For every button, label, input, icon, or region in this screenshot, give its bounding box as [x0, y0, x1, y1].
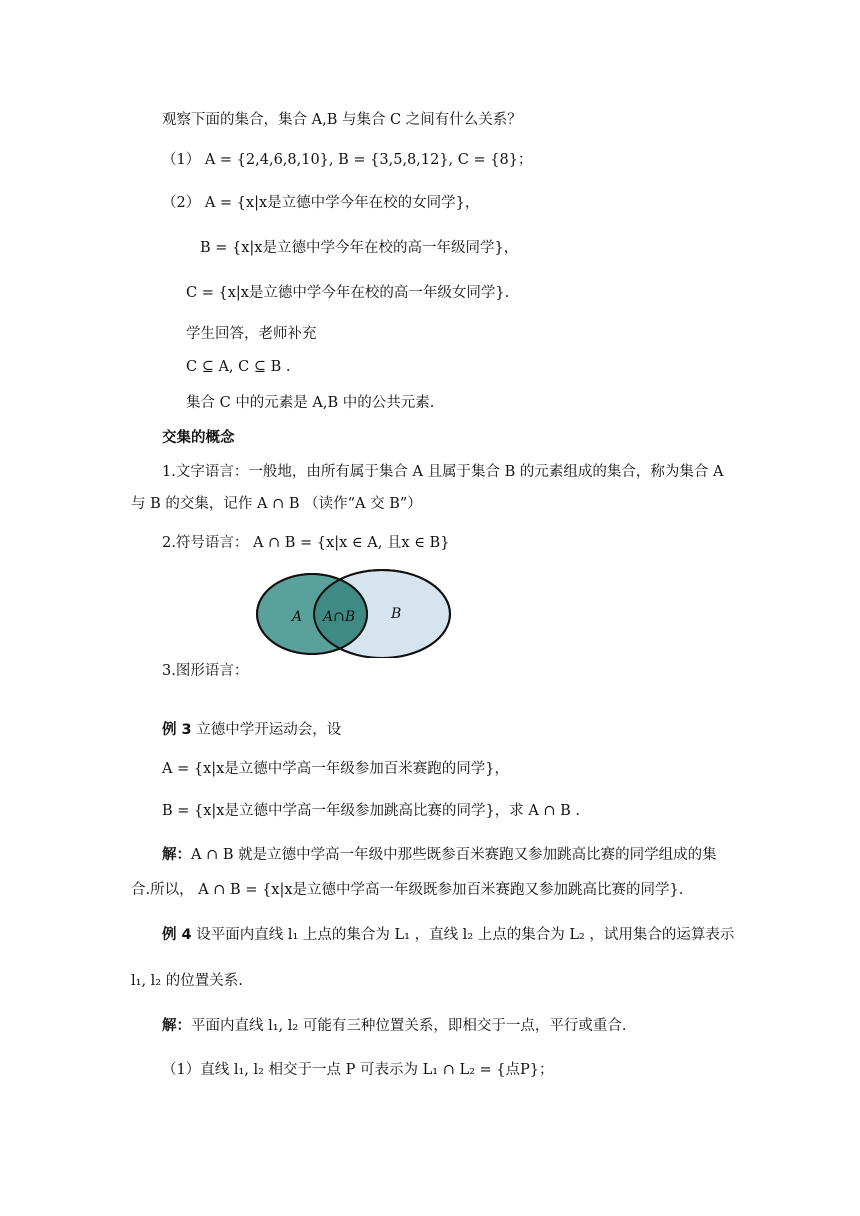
example-3-text: 立德中学开运动会，设: [191, 722, 342, 738]
answer-description: 集合 C 中的元素是 A,B 中的公共元素.: [186, 395, 435, 411]
intro-question: 观察下面的集合，集合 A,B 与集合 C 之间有什么关系？: [162, 112, 522, 128]
graph-language: 3.图形语言：: [162, 663, 249, 679]
example-3-set-b: B = {x|x是立德中学高一年级参加跳高比赛的同学}，求 A ∩ B .: [162, 803, 581, 819]
venn-diagram: [254, 568, 454, 658]
text-language-line-1: 1.文字语言：一般地，由所有属于集合 A 且属于集合 B 的元素组成的集合，称为集合 A: [162, 464, 724, 480]
example-3-solution-text: A ∩ B 就是立德中学高一年级中那些既参百米赛跑又参加跳高比赛的同学组成的集: [191, 847, 717, 863]
example-set-2b: B = {x|x是立德中学今年在校的高一年级同学}，: [200, 240, 519, 256]
example-4-text: 设平面内直线 l₁ 上点的集合为 L₁ ，直线 l₂ 上点的集合为 L₂ ，试用集合的运算表示: [191, 927, 735, 943]
example-4-label: 例 4: [162, 927, 192, 943]
example-4-solution: [162, 1016, 626, 1038]
example-4-heading: [162, 925, 734, 947]
example-4-case-1: （1）直线 l₁, l₂ 相交于一点 P 可表示为 L₁ ∩ L₂ = {点P}；: [162, 1062, 554, 1078]
example-3-solution-1: [162, 845, 717, 867]
example-4-solution-text: 平面内直线 l₁, l₂ 可能有三种位置关系，即相交于一点，平行或重合.: [191, 1018, 627, 1034]
answer-intro: 学生回答，老师补充: [186, 326, 317, 342]
example-3-solution-label: 解：: [162, 847, 191, 863]
text-language-line-2: 与 B 的交集，记作 A ∩ B （读作“A 交 B”）: [131, 496, 422, 512]
venn-label-a: A: [292, 609, 303, 625]
example-set-2c: C = {x|x是立德中学今年在校的高一年级女同学}.: [186, 285, 510, 301]
example-3-heading: [162, 720, 341, 742]
example-4-text-2: l₁, l₂ 的位置关系.: [131, 973, 243, 989]
venn-label-ab: A∩B: [323, 609, 356, 625]
venn-label-b: B: [391, 606, 402, 622]
symbol-language: 2.符号语言： A ∩ B = {x|x ∈ A, 且x ∈ B}: [162, 535, 450, 551]
example-set-1: （1） A = {2,4,6,8,10}, B = {3,5,8,12}, C = {8}；: [162, 152, 533, 168]
example-4-solution-label: 解：: [162, 1018, 191, 1034]
example-3-set-a: A = {x|x是立德中学高一年级参加百米赛跑的同学}，: [162, 761, 510, 777]
example-3-solution-2: 合.所以， A ∩ B = {x|x是立德中学高一年级既参加百米赛跑又参加跳高比赛的同学}.: [131, 882, 684, 898]
answer-relation: C ⊆ A, C ⊆ B .: [186, 359, 291, 375]
example-3-label: 例 3: [162, 722, 192, 738]
example-set-2a: （2） A = {x|x是立德中学今年在校的女同学}，: [162, 195, 480, 211]
concept-heading: 交集的概念: [162, 430, 235, 446]
